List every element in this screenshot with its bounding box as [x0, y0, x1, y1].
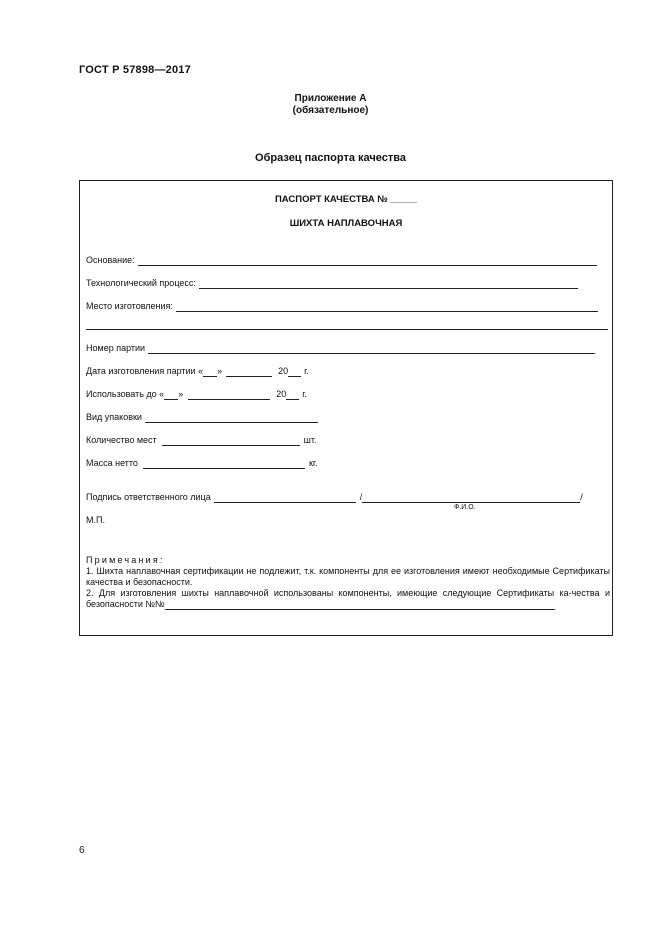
count-row: [86, 435, 317, 446]
process-label: Технологический процесс:: [86, 278, 196, 288]
production-month-field[interactable]: [226, 367, 272, 377]
signature-field[interactable]: [214, 493, 356, 503]
use-by-day-field[interactable]: [164, 390, 178, 400]
full-name-caption: Ф.И.О.: [454, 504, 476, 511]
process-field[interactable]: [199, 279, 578, 289]
package-field[interactable]: [145, 413, 318, 423]
use-by-year-field[interactable]: [286, 390, 299, 400]
production-day-field[interactable]: [203, 367, 217, 377]
place-row: [86, 301, 598, 312]
count-unit: шт.: [303, 435, 317, 445]
production-year-field[interactable]: [288, 367, 301, 377]
full-name-field[interactable]: [359, 492, 580, 503]
production-date-quote: »: [217, 366, 223, 376]
signature-row: [86, 492, 583, 503]
use-by-row: [86, 389, 307, 400]
basis-label: Основание:: [86, 255, 135, 265]
use-by-year-suffix: г.: [302, 389, 307, 399]
signature-slash-left: /: [359, 492, 363, 502]
use-by-quote: »: [178, 389, 184, 399]
certificates-field[interactable]: [165, 600, 555, 610]
note-2-text: 2. Для изготовления шихты наплавочной использованы компоненты, имеющие следующие Сертификаты ка-чества и безопасности №№: [86, 588, 610, 609]
basis-row: [86, 255, 597, 266]
page-number: 6: [79, 845, 85, 856]
count-field[interactable]: [162, 436, 300, 446]
passport-subtitle: ШИХТА НАПЛАВОЧНАЯ: [289, 218, 403, 229]
use-by-year-prefix: 20: [276, 389, 287, 399]
note-1: 1. Шихта наплавочная сертификации не подлежит, т.к. компоненты для ее изготовления имеют необходимые Сертификаты качества и безопасности.: [86, 566, 610, 587]
notes-title: Примечания:: [86, 555, 165, 565]
passport-title: ПАСПОРТ КАЧЕСТВА № _____: [274, 194, 418, 205]
place-field[interactable]: [176, 302, 598, 312]
mass-row: [86, 458, 318, 469]
appendix-label: Приложение А: [294, 93, 367, 104]
count-label: Количество мест: [86, 435, 157, 445]
mass-label: Масса нетто: [86, 458, 138, 468]
production-date-row: [86, 366, 309, 377]
production-year-suffix: г.: [304, 366, 309, 376]
mass-unit: кг.: [308, 458, 318, 468]
mass-field[interactable]: [143, 459, 305, 469]
standard-code: ГОСТ Р 57898—2017: [79, 64, 191, 76]
basis-field[interactable]: [138, 256, 597, 266]
passport-form: [79, 180, 613, 636]
stamp-label: М.П.: [86, 515, 105, 525]
process-row: [86, 278, 578, 289]
production-date-label: Дата изготовления партии «: [86, 366, 204, 376]
batch-row: [86, 343, 595, 354]
batch-number-field[interactable]: [148, 344, 595, 354]
package-label: Вид упаковки: [86, 412, 142, 422]
signature-label: Подпись ответственного лица: [86, 492, 211, 502]
sample-title: Образец паспорта качества: [255, 152, 406, 164]
use-by-month-field[interactable]: [188, 390, 270, 400]
stamp-row: [86, 515, 105, 526]
batch-label: Номер партии: [86, 343, 146, 353]
appendix-type: (обязательное): [292, 105, 369, 116]
note-2: [86, 588, 610, 610]
production-year-prefix: 20: [278, 366, 289, 376]
signature-slash-right: /: [580, 492, 583, 502]
place-label: Место изготовления:: [86, 301, 173, 311]
place-field-continuation[interactable]: [86, 329, 608, 330]
use-by-label: Использовать до «: [86, 389, 165, 399]
package-row: [86, 412, 318, 423]
